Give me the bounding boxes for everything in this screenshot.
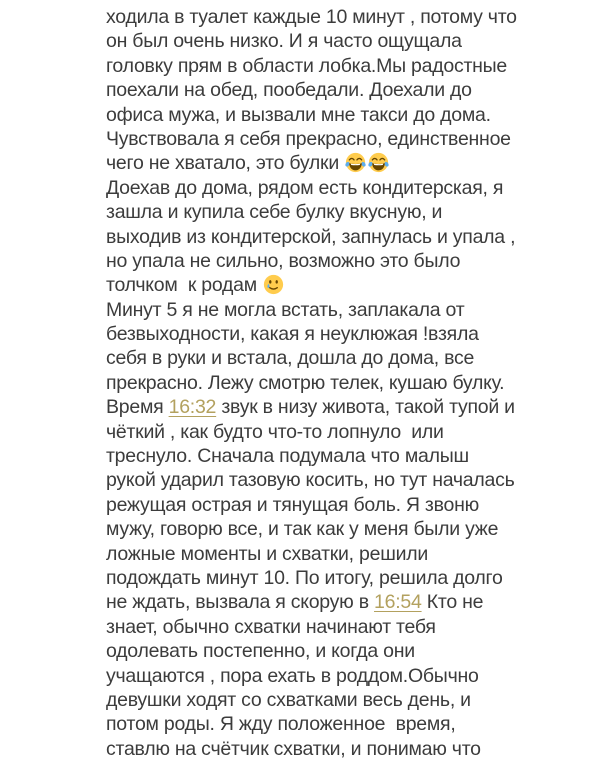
text-segment: ходила в туалет каждые 10 минут , потому что <box>106 6 517 28</box>
text-segment: чего не хватало, это булки <box>106 152 345 175</box>
text-segment: Кто не <box>421 591 484 614</box>
text-segment: себя в руки и встала, дошла до дома, все <box>106 347 475 370</box>
text-line <box>106 273 546 297</box>
text-line <box>106 639 546 663</box>
text-line <box>106 420 546 444</box>
text-line <box>106 298 546 322</box>
text-line <box>106 103 546 127</box>
text-segment: толчком к родам <box>106 274 263 297</box>
text-line <box>106 493 546 517</box>
text-segment: офиса мужа, и вызвали мне такси до дома. <box>106 103 491 126</box>
text-line <box>106 444 546 468</box>
text-line <box>106 517 546 541</box>
text-segment: ложные моменты и схватки, решили <box>106 542 429 565</box>
text-line <box>106 688 546 712</box>
text-line <box>106 78 546 102</box>
time-link[interactable]: 16:54 <box>374 591 422 614</box>
text-line <box>106 615 546 639</box>
text-line <box>106 566 546 590</box>
text-segment: подождать минут 10. По итогу, решила долго <box>106 566 503 589</box>
text-segment: зашла и купила себе булку вкусную, и <box>106 201 443 224</box>
text-segment: выходив из кондитерской, запнулась и упала , <box>106 225 516 248</box>
text-segment: чёткий , как будто что-то лопнуло или <box>106 420 444 443</box>
text-segment: прекрасно. Лежу смотрю телек, кушаю булку. <box>106 371 505 394</box>
text-line <box>106 54 546 78</box>
text-line <box>106 225 546 249</box>
text-segment: он был очень низко. И я часто ощущала <box>106 30 462 53</box>
text-segment: Минут 5 я не могла встать, заплакала от <box>106 298 465 321</box>
text-line <box>106 322 546 346</box>
text-line <box>106 468 546 492</box>
text-line <box>106 249 546 273</box>
text-segment: учащаются , пора ехать в роддом.Обычно <box>106 664 479 687</box>
smiling-face-with-tear-icon <box>263 274 284 295</box>
text-line <box>106 29 546 53</box>
text-segment: звук в низу живота, такой тупой и <box>216 396 515 419</box>
text-line <box>106 176 546 200</box>
text-segment: но упала не сильно, возможно это было <box>106 249 461 272</box>
text-segment: потом роды. Я жду положенное время, <box>106 713 456 736</box>
text-line-clipped <box>106 737 546 761</box>
text-line <box>106 542 546 566</box>
text-line <box>106 712 546 736</box>
text-segment: ставлю на счётчик схватки, и понимаю что <box>106 737 481 760</box>
text-line <box>106 346 546 370</box>
text-segment: девушки ходят со схватками весь день, и <box>106 688 471 711</box>
face-with-tears-of-joy-icon <box>345 152 366 173</box>
text-line <box>106 664 546 688</box>
story-text <box>106 5 546 761</box>
face-with-tears-of-joy-icon <box>368 152 389 173</box>
text-segment: мужу, говорю все, и так как у меня были уже <box>106 518 499 541</box>
text-line <box>106 590 546 614</box>
text-segment: треснуло. Сначала подумала что малыш <box>106 445 469 468</box>
text-segment: Время <box>106 396 169 419</box>
text-line <box>106 200 546 224</box>
text-segment: Доехав до дома, рядом есть кондитерская, я <box>106 176 504 199</box>
text-segment: рукой ударил тазовую косить, но тут началась <box>106 469 515 492</box>
text-segment: одолевать постепенно, и когда они <box>106 640 415 663</box>
text-segment: режущая острая и тянущая боль. Я звоню <box>106 493 480 516</box>
text-line <box>106 127 546 151</box>
time-link[interactable]: 16:32 <box>168 396 217 419</box>
text-segment: знает, обычно схватки начинают тебя <box>106 615 436 638</box>
text-segment: Чувствовала я себя прекрасно, единственное <box>106 127 511 150</box>
text-segment: головку прям в области лобка.Мы радостные <box>106 54 508 77</box>
text-segment: безвыходности, какая я неуклюжая !взяла <box>106 323 479 346</box>
text-segment: поехали на обед, пообедали. Доехали до <box>106 79 472 102</box>
text-line <box>106 5 546 29</box>
text-segment: не ждать, вызвала я скорую в <box>106 591 375 614</box>
text-line <box>106 371 546 395</box>
text-line <box>106 151 546 175</box>
text-line <box>106 395 546 419</box>
